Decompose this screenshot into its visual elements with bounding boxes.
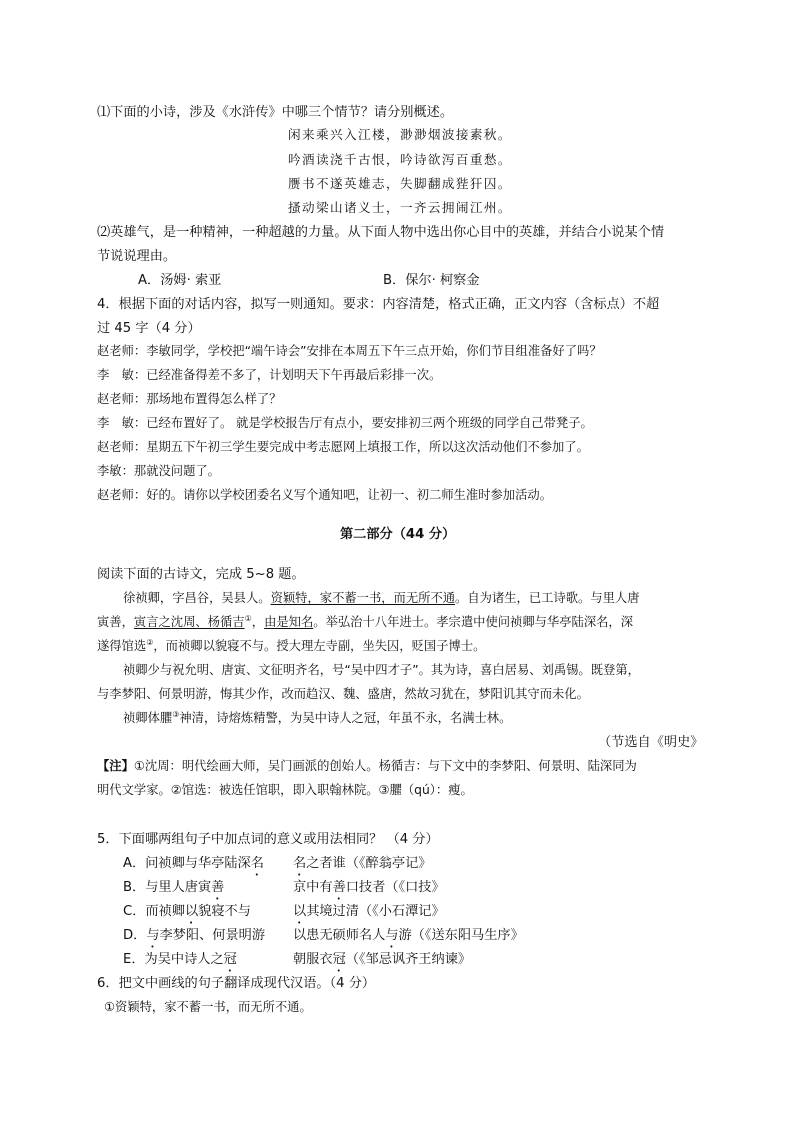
dotted-word: 以: [184, 904, 199, 919]
dotted-word: 名: [250, 856, 264, 871]
passage-line-6: [123, 708, 511, 726]
dialogue-line-1: 赵老师：李敏同学，学校把“端午诗会”安排在本周五下午三点开始，你们节目组准备好了吗？: [97, 344, 602, 358]
q5-text: A．问祯卿与华亭陆深: [123, 856, 251, 871]
dialogue-line-7: 赵老师：好的。请你以学校团委名义写个通知吧，让初一、初二师生准时参加活动。: [97, 488, 552, 502]
footnote-marker-1: ①: [244, 613, 252, 623]
q5-text: E．为吴中诗人之: [123, 952, 224, 967]
q5-text: D．: [123, 928, 147, 943]
poem-line-3: 赝书不遂英雄志，失脚翻成狴犴囚。: [288, 176, 512, 191]
passage-line-4: 祯卿少与祝允明、唐寅、文征明齐名，号“吴中四才子”。其为诗，喜白居易、刘禹锡。既登第，: [123, 663, 640, 677]
q3-option-b: B．保尔· 柯察金: [383, 273, 480, 288]
passage-text: 。自为诸生，已工诗歌。与里人唐: [455, 591, 640, 605]
passage-line-5: 与李梦阳、何景明游，悔其少作，改而趋汉、魏、盛唐，然故习犹在，梦阳讥其守而未化。: [97, 687, 589, 701]
q5-text: （《邹忌讽齐王纳谏》: [345, 952, 472, 967]
q5-option-e-left: [123, 948, 237, 975]
dotted-word: 善: [332, 880, 346, 895]
q5-option-a-left: [123, 852, 264, 879]
passage-text: 。举弘治十八年进士。孝宗遣中使问祯卿与华亭陆深名，深: [313, 615, 634, 629]
q5-option-c-left: [123, 900, 251, 927]
passage-line-2: [97, 612, 633, 630]
q5-option-b-left: [123, 876, 224, 903]
passage-text: 祯卿体臞: [123, 711, 173, 725]
q4-stem-line1: 4．根据下面的对话内容，拟写一则通知。要求：内容清楚，格式正确，正文内容（含标点）不超: [97, 297, 660, 312]
q5-option-d-right: [293, 924, 524, 951]
q4-stem-line2: 过 45 字（4 分）: [97, 321, 201, 336]
underlined-sentence-2b: 由是知名: [264, 615, 314, 629]
footnote-marker-2: ②: [146, 637, 154, 647]
passage-text: 徐祯卿，字昌谷，吴县人。: [123, 591, 271, 605]
q5-option-a-right: [293, 852, 431, 879]
q6-item-1: ①资颖特，家不蓄一书，而无所不通。: [104, 1000, 312, 1014]
passage-line-3: [97, 636, 485, 654]
q5-text: 貌寝不与: [198, 904, 251, 919]
poem-line-1: 闲来乘兴入江楼，渺渺烟波接素秋。: [288, 127, 512, 142]
underlined-sentence-1: 资颖特，家不蓄一书，而无所不通: [270, 591, 456, 605]
dotted-word: 与: [385, 928, 399, 943]
q5-text: C．而祯卿: [123, 904, 185, 919]
q3-option-a: A．汤姆· 索亚: [138, 273, 222, 288]
notes-line-2: 明代文学家。②馆选：被选任馆职，即入职翰林院。③臞（qú）：瘦。: [97, 783, 473, 797]
underlined-sentence-2a: 寅言之沈周、杨循吉: [133, 615, 245, 629]
q5-option-b-right: [293, 876, 445, 903]
dotted-word: 名: [293, 856, 307, 871]
q5-option-d-left: [123, 924, 265, 951]
q3-part1-prompt: ⑴下面的小诗，涉及《水浒传》中哪三个情节？请分别概述。: [97, 105, 454, 120]
q5-text: 口技者（《口技》: [345, 880, 445, 895]
notes-line-1: [97, 756, 637, 774]
q5-text: B．与里人唐寅: [123, 880, 212, 895]
passage-line-1: [123, 588, 640, 606]
footnote-marker-3: ③: [172, 709, 180, 719]
passage-text: 遂得馆选: [97, 639, 147, 653]
poem-line-4: 搔动梁山诸义士，一齐云拥闹江州。: [288, 200, 512, 215]
passage-text: 神清，诗熔炼精警，为吴中诗人之冠，年虽不永，名满士林。: [179, 711, 512, 725]
dialogue-line-4: 李 敏：已经布置好了。 就是学校报告厅有点小，要安排初三两个班级的同学自己带凳子。: [97, 416, 593, 430]
part2-title: 第二部分（44 分）: [340, 527, 456, 542]
dialogue-line-5: 赵老师：星期五下午初三学生要完成中考志愿网上填报工作，所以这次活动他们不参加了。: [97, 440, 589, 454]
q3-part2-prompt-line2: 节说说理由。: [97, 249, 177, 264]
dialogue-line-3: 赵老师：那场地布置得怎么样了？: [97, 392, 282, 406]
reading-intro: 阅读下面的古诗文，完成 5~8 题。: [97, 567, 305, 582]
dotted-word: 与: [146, 928, 160, 943]
q5-text: 朝服衣: [293, 952, 333, 967]
dialogue-line-6: 李敏：那就没问题了。: [97, 464, 220, 478]
notes-text: ①沈周：明代绘画大师，吴门画派的创始人。杨循吉：与下文中的李梦阳、何景明、陆深同为: [133, 759, 637, 773]
notes-label: 【注】: [97, 759, 134, 773]
q5-text: 之者谁（《醉翁亭记》: [306, 856, 432, 871]
dotted-word: 以: [293, 904, 307, 919]
passage-text: ，: [251, 615, 265, 629]
passage-source: （节选自《明史》: [598, 735, 704, 750]
dotted-word: 善: [211, 880, 225, 895]
q5-text: 京中有: [293, 880, 333, 895]
q6-stem: 6．把文中画线的句子翻译成现代汉语。（4 分）: [97, 976, 376, 991]
q5-stem: 5．下面哪两组句子中加点词的意义或用法相同？ （4 分）: [97, 832, 439, 847]
q5-text: 其境过清（《小石潭记》: [306, 904, 445, 919]
dotted-word: 冠: [332, 952, 346, 967]
q5-option-e-right: [293, 948, 471, 975]
q5-text: 游（《送东阳马生序》: [398, 928, 524, 943]
dialogue-line-2: 李 敏：已经准备得差不多了，计划明天下午再最后彩排一次。: [97, 368, 442, 382]
passage-text: ，而祯卿以貌寝不与。授大理左寺副，坐失囚，贬国子博士。: [153, 639, 486, 653]
q5-option-c-right: [293, 900, 445, 927]
dotted-word: 冠: [223, 952, 237, 967]
q3-part2-prompt-line1: ⑵英雄气，是一种精神，一种超越的力量。从下面人物中选出你心目中的英雄，并结合小说某个情: [97, 225, 665, 240]
poem-line-2: 吟酒读浇千古恨，吟诗欲泻百重愁。: [288, 152, 512, 167]
q5-text: 李梦阳、何景明游: [159, 928, 266, 943]
passage-text: 寅善，: [97, 615, 134, 629]
q5-text: 以患无硕师名人: [293, 928, 386, 943]
